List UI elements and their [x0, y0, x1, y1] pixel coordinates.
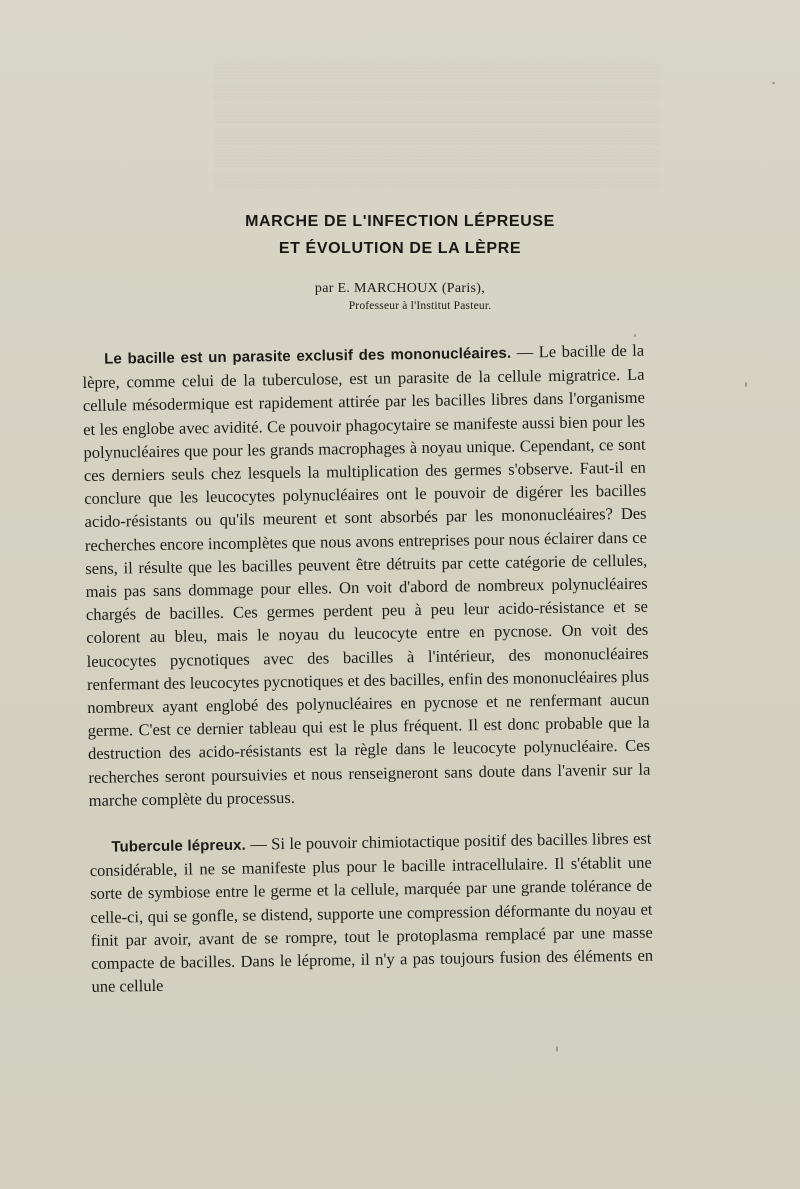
paragraph-text: — Si le pouvoir chimiotactique positif des bacilles libres est considérable, il ne se manifeste plus pour le bacille intracellulaire. Il s'établit une sorte de symbiose entre le germe et la cellule, marquée par une grande tolérance de celle-ci, qui se gonfle, se distend, supporte une compression déformante du noyau et finit par avoir, avant de se rompre, tout le protoplasma remplacé par une masse compacte de bacilles. Dans le léprome, il n'y a pas toujours fusion des éléments en une cellule — [89, 828, 654, 997]
author-line: par E. MARCHOUX (Paris), — [314, 281, 486, 296]
paragraph-tubercule — [89, 827, 653, 999]
paper-speck — [745, 382, 747, 387]
paragraph-heading: Tubercule lépreux. — [111, 836, 246, 856]
article-title — [0, 208, 800, 262]
paragraph-heading: Le bacille est un parasite exclusif des mononucléaires. — [104, 344, 512, 368]
paper-speck — [556, 1046, 558, 1052]
title-line-2: ET ÉVOLUTION DE LA LÈPRE — [278, 240, 522, 257]
paragraph-bacille — [82, 339, 651, 812]
article-body — [82, 339, 654, 999]
paragraph-text: — Le bacille de la lèpre, comme celui de la tuberculose, est un parasite de la cellule migratrice. La cellule mésodermique est rapidement attirée par les bacilles libres dans l'organisme et les englobe avec avidité. Ce pouvoir phagocytaire se manifeste aussi bien pour les polynucléaires que pour les grands macrophages à noyau unique. Cependant, ce sont ces derniers seuls chez lesquels la multiplication des germes s'observe. Faut-il en conclure que les leucocytes polynucléaires ont le pouvoir de digérer les bacilles acido-résistants ou qu'ils meurent et sont absorbés par les mononucléaires? Des recherches encore incomplètes que nous avons entreprises pour nous éclairer dans ce sens, il résulte que les bacilles peuvent être détruits par cette catégorie de cellules, mais pas sans dommage pour elles. On voit d'abord de nombreux polynucléaires chargés de bacilles. Ces germes perdent peu à peu leur acido-résistance et se colorent au bleu, mais le noyau du leucocyte entre en pycnose. On voit des leucocytes pycnotiques avec des bacilles à l'intérieur, des mononucléaires renfermant des leucocytes pycnotiques et des bacilles, enfin des mononucléaires plus nombreux ayant englobé des polynucléaires en pycnose et ne renfermant aucun germe. C'est ce dernier tableau qui est le plus fréquent. Il est donc probable que la destruction des acido-résistants est la règle dans le leucocyte polynucléaire. Ces recherches seront poursuivies et nous renseigneront sans doute dans l'avenir sur la marche complète du processus. — [82, 340, 651, 810]
paper-speck — [772, 82, 775, 84]
article-header — [0, 208, 800, 312]
title-line-1: MARCHE DE L'INFECTION LÉPREUSE — [245, 213, 555, 230]
show-through-shadow: ▒▒▒▒▒▒▒▒▒▒▒▒▒▒▒▒▒▒▒▒▒▒▒▒▒▒▒▒▒▒▒▒▒▒▒▒▒▒▒▒▒▒ ▒▒▒▒▒▒▒▒▒▒▒▒▒▒▒▒▒▒▒▒▒▒▒▒▒▒▒▒▒▒▒▒▒▒▒▒▒▒▒▒▒▒ ▒▒▒▒▒▒▒▒▒▒▒▒▒▒▒▒▒▒▒▒▒▒▒▒▒▒▒▒▒▒▒▒▒▒▒▒▒▒▒▒▒▒ ▒▒▒▒▒▒▒▒▒▒▒▒▒▒▒▒▒▒▒▒▒▒▒▒▒▒▒▒▒▒▒▒▒▒▒▒▒▒▒▒▒▒ ▒▒▒▒▒▒▒▒▒▒▒▒▒▒▒▒▒▒▒▒▒▒▒▒▒▒▒▒▒▒▒▒▒▒▒▒▒▒▒▒▒▒ ▒▒▒▒▒▒▒▒▒▒▒▒▒▒▒▒▒▒▒▒▒▒▒▒▒▒▒▒▒▒▒▒▒▒▒▒▒▒▒▒▒▒ — [213, 63, 660, 189]
paper-speck — [634, 334, 636, 337]
author-affiliation: Professeur à l'Institut Pasteur. — [348, 300, 492, 312]
